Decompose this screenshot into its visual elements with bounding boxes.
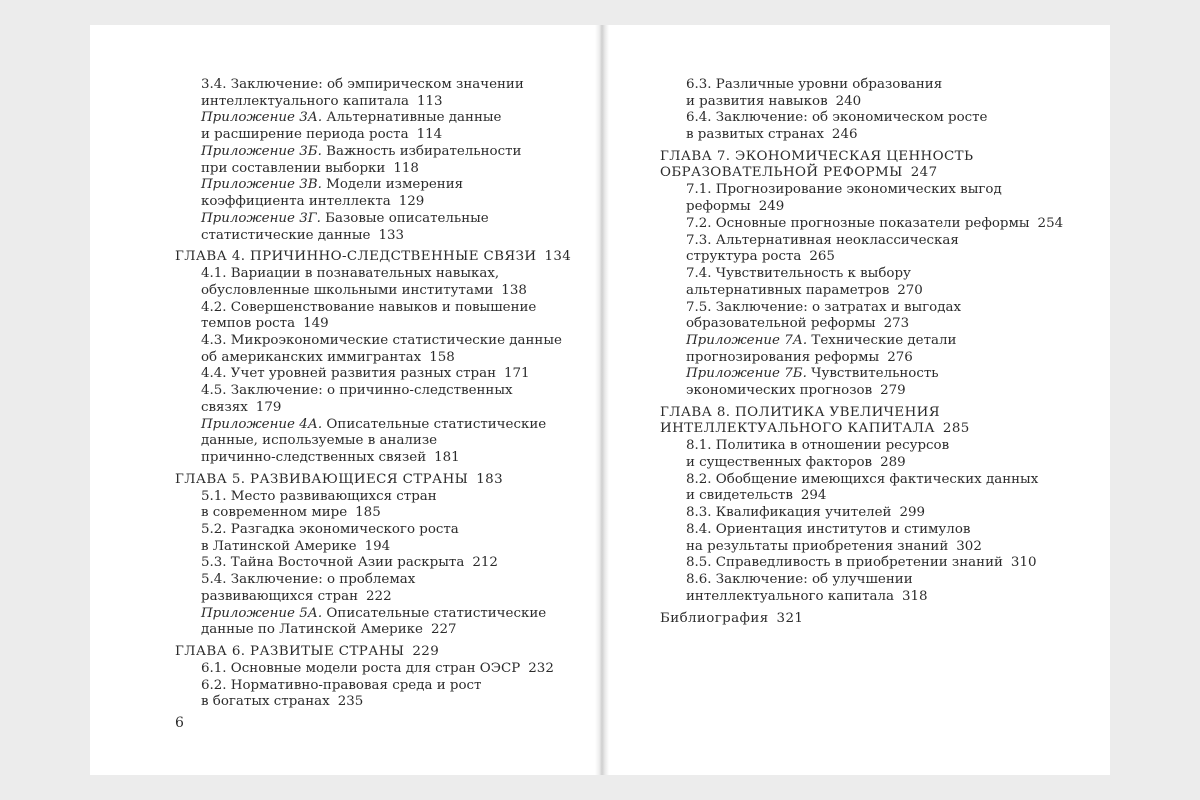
toc-entry-text: причинно-следственных связей [201, 450, 427, 466]
toc-section-entry [175, 177, 580, 210]
toc-entry-text: Описательные статистические [322, 416, 547, 432]
toc-entry-text: на результаты приобретения знаний [686, 538, 949, 554]
toc-entry-text: 4.1. Вариации в познавательных навыках, [201, 266, 500, 282]
toc-entry-text: и существенных факторов [686, 454, 873, 470]
book-spread [90, 25, 1110, 775]
toc-section-entry [660, 266, 1080, 299]
toc-page-number: 113 [416, 93, 443, 109]
toc-entry-text: образовательной реформы [686, 316, 876, 332]
toc-entry-text: 7.4. Чувствительность к выбору [686, 266, 911, 282]
toc-appendix-label: Приложение 3В. [201, 177, 322, 193]
toc-entry-text: ОБРАЗОВАТЕЛЬНОЙ РЕФОРМЫ [660, 165, 903, 181]
toc-entry-text: Альтернативные данные [322, 110, 502, 126]
toc-section-entry [175, 366, 580, 383]
toc-entry-text: 3.4. Заключение: об эмпирическом значении [201, 77, 524, 92]
toc-chapter-entry [660, 149, 1080, 182]
toc-entry-text: 4.2. Совершенствование навыков и повышение [201, 299, 537, 315]
toc-entry-text: Базовые описательные [320, 210, 489, 226]
toc-entry-text: в развитых странах [686, 127, 824, 143]
toc-page-number: 321 [776, 610, 804, 626]
toc-entry-text: 7.2. Основные прогнозные показатели реформы [686, 215, 1030, 231]
toc-section-entry [175, 606, 580, 639]
toc-page-number: 227 [430, 622, 457, 638]
toc-entry-text: 5.1. Место развивающихся стран [201, 488, 437, 504]
toc-entry-text: прогнозирования реформы [686, 349, 880, 365]
toc-page-number: 294 [800, 488, 827, 504]
toc-page-number: 254 [1037, 215, 1064, 231]
toc-entry-text: 7.5. Заключение: о затратах и выгодах [686, 299, 961, 315]
toc-entry-text: ГЛАВА 7. ЭКОНОМИЧЕСКАЯ ЦЕННОСТЬ [660, 148, 974, 164]
toc-page-number: 285 [942, 421, 970, 437]
toc-page-number: 133 [378, 227, 405, 243]
toc-entry-text: 6.4. Заключение: об экономическом росте [686, 110, 988, 126]
toc-page-number: 318 [901, 588, 928, 604]
toc-chapter-entry [175, 249, 580, 266]
toc-page-number: 276 [887, 349, 913, 365]
right-page-toc [660, 77, 1080, 627]
toc-entry-text: об американских иммигрантах [201, 349, 422, 365]
toc-section-entry [175, 417, 580, 467]
toc-section-entry [660, 438, 1080, 471]
toc-page-number: 183 [476, 471, 504, 487]
toc-section-entry [175, 661, 580, 678]
toc-page-number: 171 [504, 366, 530, 382]
toc-appendix-label: Приложение 3Г. [201, 210, 321, 226]
toc-section-entry [660, 366, 1080, 399]
toc-entry-text: развивающихся стран [201, 588, 359, 604]
toc-section-entry [175, 678, 580, 711]
toc-page-number: 181 [434, 450, 460, 466]
toc-entry-text: в Латинской Америке [201, 538, 357, 554]
toc-page-number: 273 [883, 316, 910, 332]
toc-page-number: 134 [544, 249, 572, 265]
toc-page-number: 247 [910, 165, 938, 181]
toc-page-number: 232 [528, 660, 554, 676]
toc-entry-text: интеллектуального капитала [201, 93, 409, 109]
toc-entry-text: 4.3. Микроэкономические статистические данные [201, 332, 562, 348]
toc-entry-text: альтернативных параметров [686, 282, 890, 298]
toc-page-number: 279 [880, 383, 906, 399]
toc-chapter-entry [175, 644, 580, 661]
toc-chapter-entry [175, 472, 580, 489]
toc-page-number: 270 [897, 282, 923, 298]
toc-page-number: 129 [398, 194, 425, 210]
toc-page-number: 235 [337, 694, 364, 710]
toc-section-entry [175, 266, 580, 299]
toc-entry-text: и свидетельств [686, 488, 793, 504]
toc-section-entry [175, 572, 580, 605]
toc-section-entry [175, 555, 580, 572]
toc-entry-text: статистические данные [201, 227, 371, 243]
toc-page-number: 299 [899, 505, 926, 521]
toc-section-entry [660, 216, 1080, 233]
toc-section-entry [175, 77, 580, 110]
toc-entry-text: 8.1. Политика в отношении ресурсов [686, 438, 950, 454]
toc-appendix-label: Приложение 7А. [686, 332, 808, 348]
toc-page-number: 194 [364, 538, 391, 554]
toc-entry-text: связях [201, 399, 248, 415]
toc-entry-text: 4.4. Учет уровней развития разных стран [201, 366, 497, 382]
toc-entry-text: Чувствительность [806, 366, 939, 382]
toc-entry-text: 6.2. Нормативно-правовая среда и рост [201, 677, 482, 693]
toc-entry-text: экономических прогнозов [686, 383, 873, 399]
toc-page-number: 185 [355, 505, 381, 521]
toc-section-entry [660, 472, 1080, 505]
toc-entry-text: Важность избирательности [321, 143, 522, 159]
toc-section-entry [660, 300, 1080, 333]
toc-page-number: 222 [366, 588, 392, 604]
toc-entry-text: структура роста [686, 249, 802, 265]
toc-entry-text: реформы [686, 198, 751, 214]
toc-entry-text: 8.3. Квалификация учителей [686, 505, 892, 521]
toc-page-number: 289 [880, 454, 906, 470]
toc-page-number: 149 [303, 316, 329, 332]
toc-page-number: 229 [412, 644, 440, 660]
toc-page-number: 240 [835, 93, 862, 109]
toc-page-number: 158 [429, 349, 455, 365]
toc-entry-text: 8.6. Заключение: об улучшении [686, 572, 913, 588]
toc-entry-text: коэффициента интеллекта [201, 194, 391, 210]
toc-entry-text: 7.1. Прогнозирование экономических выгод [686, 182, 1002, 198]
toc-page-number: 246 [831, 127, 858, 143]
toc-entry-text: в богатых странах [201, 694, 330, 710]
toc-section-entry [660, 182, 1080, 215]
toc-entry-text: в современном мире [201, 505, 348, 521]
toc-entry-text: Описательные статистические [322, 605, 547, 621]
toc-entry-text: 8.5. Справедливость в приобретении знаний [686, 555, 1003, 571]
toc-page-number: 212 [472, 555, 498, 571]
toc-chapter-entry [660, 611, 1080, 628]
toc-section-entry [660, 233, 1080, 266]
toc-section-entry [175, 211, 580, 244]
toc-entry-text: ГЛАВА 5. РАЗВИВАЮЩИЕСЯ СТРАНЫ [175, 471, 469, 487]
toc-section-entry [660, 555, 1080, 572]
toc-entry-text: Библиография [660, 610, 769, 626]
toc-section-entry [175, 144, 580, 177]
toc-section-entry [175, 383, 580, 416]
toc-entry-text: 8.4. Ориентация институтов и стимулов [686, 522, 971, 537]
toc-page-number: 302 [956, 538, 982, 554]
page-number: 6 [175, 715, 184, 731]
toc-entry-text: ГЛАВА 8. ПОЛИТИКА УВЕЛИЧЕНИЯ [660, 404, 940, 420]
toc-section-entry [175, 300, 580, 333]
toc-entry-text: обусловленные школьными институтами [201, 282, 494, 298]
toc-page-number: 265 [809, 249, 835, 265]
toc-appendix-label: Приложение 3А. [201, 110, 323, 126]
toc-section-entry [660, 77, 1080, 110]
toc-entry-text: 5.4. Заключение: о проблемах [201, 572, 416, 588]
toc-section-entry [660, 110, 1080, 143]
toc-section-entry [175, 110, 580, 143]
toc-page-number: 118 [393, 160, 419, 176]
toc-entry-text: и расширение периода роста [201, 127, 409, 143]
toc-section-entry [175, 522, 580, 555]
toc-appendix-label: Приложение 3Б. [201, 143, 322, 159]
book-gutter [595, 25, 609, 775]
toc-section-entry [660, 522, 1080, 555]
toc-appendix-label: Приложение 7Б. [686, 366, 807, 382]
toc-section-entry [175, 489, 580, 522]
toc-entry-text: при составлении выборки [201, 160, 386, 176]
toc-entry-text: Технические детали [807, 332, 957, 348]
toc-entry-text: 6.3. Различные уровни образования [686, 77, 943, 92]
toc-section-entry [660, 333, 1080, 366]
toc-entry-text: 5.2. Разгадка экономического роста [201, 522, 459, 537]
toc-entry-text: данные, используемые в анализе [201, 433, 438, 449]
toc-page-number: 114 [416, 127, 443, 143]
toc-entry-text: 8.2. Обобщение имеющихся фактических данных [686, 471, 1039, 487]
toc-chapter-entry [660, 405, 1080, 438]
toc-page-number: 138 [501, 282, 527, 298]
toc-section-entry [660, 572, 1080, 605]
toc-appendix-label: Приложение 4А. [201, 416, 323, 432]
toc-section-entry [660, 505, 1080, 522]
toc-section-entry [175, 333, 580, 366]
toc-entry-text: ГЛАВА 6. РАЗВИТЫЕ СТРАНЫ [175, 644, 405, 660]
toc-entry-text: 7.3. Альтернативная неоклассическая [686, 232, 959, 248]
toc-entry-text: ИНТЕЛЛЕКТУАЛЬНОГО КАПИТАЛА [660, 421, 935, 437]
toc-entry-text: ГЛАВА 4. ПРИЧИННО-СЛЕДСТВЕННЫЕ СВЯЗИ [175, 249, 537, 265]
toc-page-number: 249 [758, 198, 785, 214]
toc-appendix-label: Приложение 5А. [201, 605, 323, 621]
toc-entry-text: и развития навыков [686, 93, 828, 109]
toc-entry-text: интеллектуального капитала [686, 588, 894, 604]
toc-entry-text: 6.1. Основные модели роста для стран ОЭСР [201, 660, 521, 676]
toc-entry-text: Модели измерения [321, 177, 464, 193]
left-page-toc [175, 77, 580, 711]
toc-entry-text: 5.3. Тайна Восточной Азии раскрыта [201, 555, 465, 571]
toc-entry-text: темпов роста [201, 316, 296, 332]
toc-page-number: 179 [255, 399, 282, 415]
toc-page-number: 310 [1010, 555, 1037, 571]
toc-entry-text: данные по Латинской Америке [201, 622, 423, 638]
toc-entry-text: 4.5. Заключение: о причинно-следственных [201, 383, 513, 399]
